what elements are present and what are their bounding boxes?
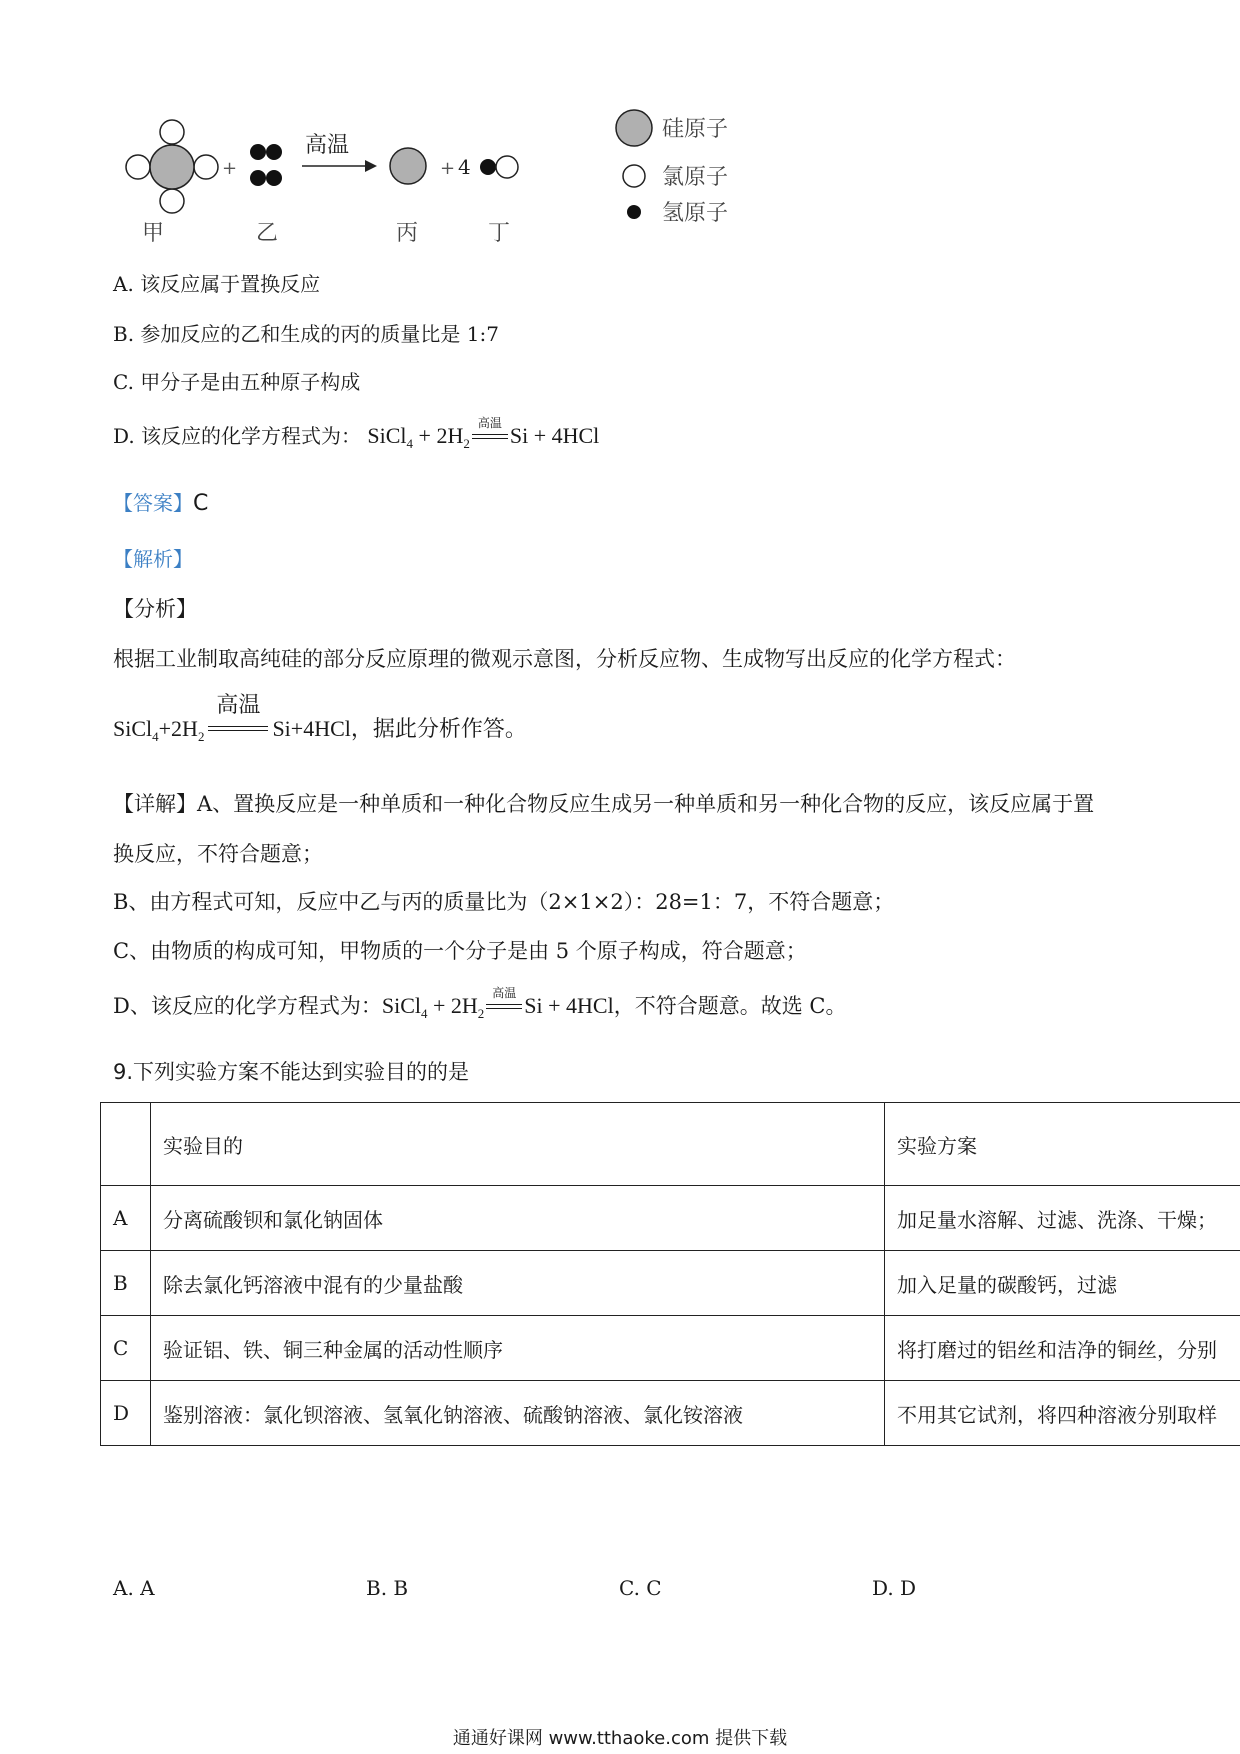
detail-c: C、由物质的构成可知，甲物质的一个分子是由 5 个原子构成，符合题意； — [113, 939, 807, 963]
table-row — [101, 1316, 1240, 1381]
table-header-row — [101, 1103, 1240, 1186]
label-ding: 丁 — [488, 221, 511, 246]
analysis-equation: $SiCl_4+2H_2$ 高温 Si+4HCl — [113, 692, 351, 744]
molecule-jia — [126, 120, 218, 213]
coefficient-label: 4 — [458, 155, 471, 179]
experiment-table — [100, 1102, 1240, 1446]
analysis-equation-line — [113, 692, 527, 746]
table-row — [101, 1251, 1240, 1316]
svg-text:氢原子: 氢原子 — [662, 201, 729, 226]
q9-option-d[interactable]: D. D — [872, 1576, 917, 1600]
option-d-text: D. 该反应的化学方程式为： — [113, 424, 362, 448]
header-purpose: 实验目的 — [151, 1103, 885, 1186]
row-purpose: 鉴别溶液：氯化钡溶液、氢氧化钠溶液、硫酸钠溶液、氯化铵溶液 — [151, 1381, 885, 1446]
table-row — [101, 1381, 1240, 1446]
row-plan: 加足量水溶解、过滤、洗涤、干燥； — [885, 1186, 1240, 1251]
molecule-bing — [390, 148, 426, 184]
legend — [616, 110, 728, 226]
header-empty — [101, 1103, 151, 1186]
equation: SiCl$_4$ + $2H_2$ 高温 Si + 4HCl — [367, 415, 600, 451]
option-b[interactable]: B. 参加反应的乙和生成的丙的质量比是 1:7 — [113, 322, 499, 346]
detail-a-line1: 【详解】A、置换反应是一种单质和一种化合物反应生成另一种单质和另一种化合物的反应，该反应属于置 — [113, 792, 1095, 816]
condition-label: 高温 — [305, 133, 350, 158]
jiexi-tag: 【解析】 — [113, 547, 193, 571]
detail-equation: SiCl$_4$ + $2H_2$ 高温 Si + 4HCl — [381, 985, 614, 1021]
option-a[interactable]: A. 该反应属于置换反应 — [113, 272, 321, 296]
q9-title: 9.下列实验方案不能达到实验目的的是 — [113, 1060, 470, 1084]
label-jia: 甲 — [142, 221, 165, 246]
row-plan: 将打磨过的铝丝和洁净的铜丝，分别 — [885, 1316, 1240, 1381]
molecule-ding — [480, 156, 518, 178]
table-row — [101, 1186, 1240, 1251]
answer-tag: 【答案】 — [113, 491, 193, 515]
option-d[interactable] — [113, 415, 600, 452]
header-plan: 实验方案 — [885, 1103, 1240, 1186]
svg-text:+: + — [222, 158, 238, 179]
svg-text:氯原子: 氯原子 — [662, 165, 729, 190]
row-plan: 加入足量的碳酸钙，过滤 — [885, 1251, 1240, 1316]
svg-text:硅原子: 硅原子 — [662, 117, 729, 142]
row-label: B — [101, 1251, 151, 1316]
row-label: A — [101, 1186, 151, 1251]
answer-line — [113, 487, 208, 516]
row-label: D — [101, 1381, 151, 1446]
molecule-yi — [250, 144, 282, 186]
row-purpose: 验证铝、铁、铜三种金属的活动性顺序 — [151, 1316, 885, 1381]
q9-option-c[interactable]: C. C — [619, 1576, 662, 1600]
q9-option-a[interactable]: A. A — [113, 1576, 155, 1600]
row-purpose: 除去氯化钙溶液中混有的少量盐酸 — [151, 1251, 885, 1316]
detail-b: B、由方程式可知，反应中乙与丙的质量比为（2×1×2）：28=1：7，不符合题意； — [113, 890, 895, 914]
row-label: C — [101, 1316, 151, 1381]
analysis-eq-tail: ，据此分析作答。 — [350, 717, 527, 742]
label-bing: 丙 — [396, 221, 419, 246]
answer-value: C — [193, 491, 209, 516]
q9-option-b[interactable]: B. B — [366, 1576, 409, 1600]
footer-watermark: 通通好课网 www.tthaoke.com 提供下载 — [452, 1728, 788, 1749]
svg-text:+: + — [440, 158, 456, 179]
label-yi: 乙 — [256, 221, 279, 246]
detail-d: D、该反应的化学方程式为：SiCl$_4$ + $2H_2$ 高温 Si + 4HCl，不符合题意。故选 C。 — [113, 985, 847, 1021]
row-plan: 不用其它试剂，将四种溶液分别取样 — [885, 1381, 1240, 1446]
row-purpose: 分离硫酸钡和氯化钠固体 — [151, 1186, 885, 1251]
fenxi-tag: 【分析】 — [113, 597, 197, 621]
detail-a-line2: 换反应，不符合题意； — [113, 842, 323, 866]
analysis-text: 根据工业制取高纯硅的部分反应原理的微观示意图，分析反应物、生成物写出反应的化学方程式： — [113, 647, 1016, 671]
reaction-diagram — [110, 100, 770, 250]
option-c[interactable]: C. 甲分子是由五种原子构成 — [113, 370, 361, 394]
